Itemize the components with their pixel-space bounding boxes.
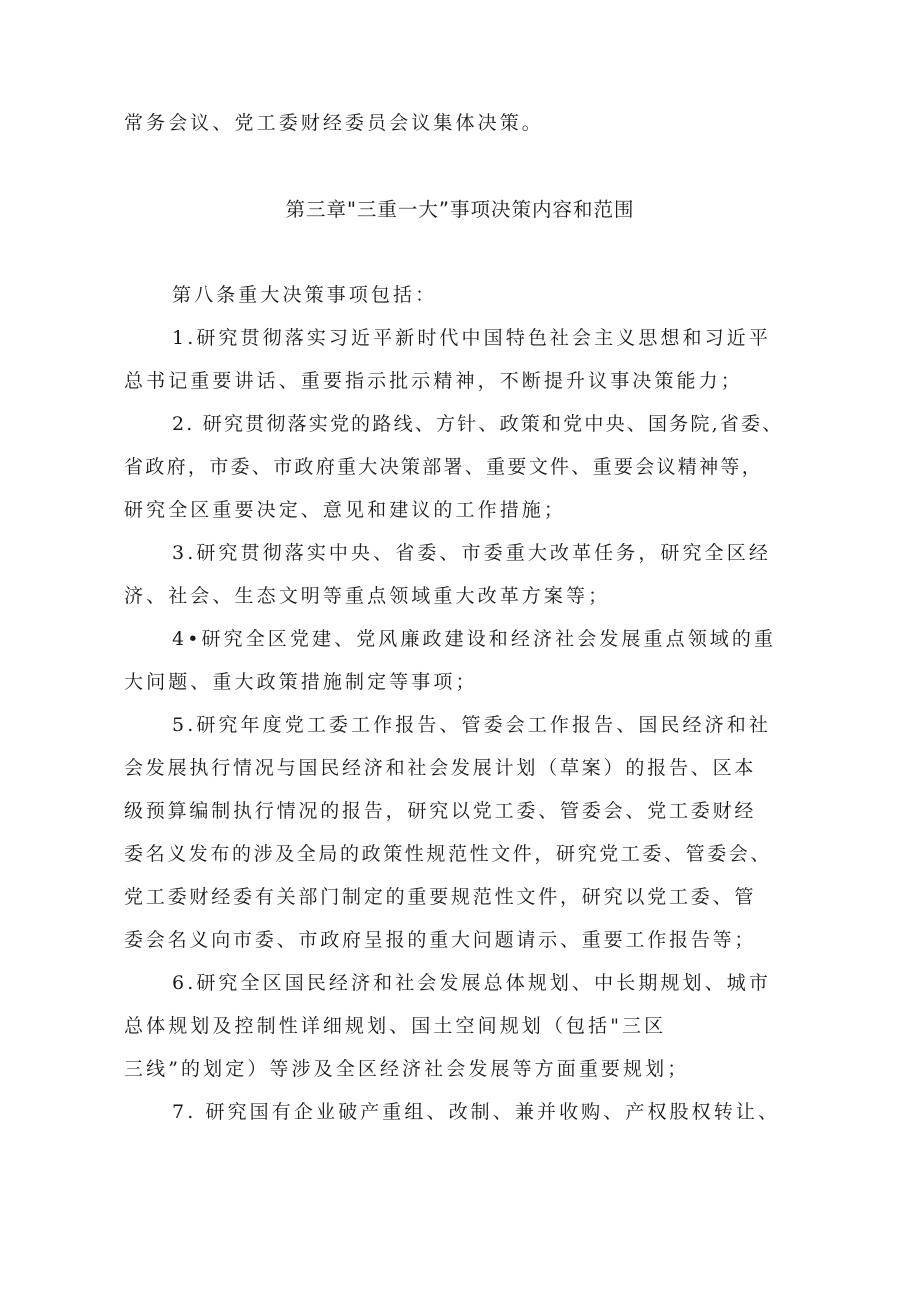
paragraph-line: 4•研究全区党建、党风廉政建设和经济社会发展重点领域的重 — [172, 628, 777, 650]
paragraph-line: 三线”的划定）等涉及全区经济社会发展等方面重要规划； — [124, 1058, 690, 1080]
paragraph-line: 6.研究全区国民经济和社会发展总体规划、中长期规划、城市 — [172, 972, 771, 994]
paragraph-line: 委名义发布的涉及全局的政策性规范性文件，研究党工委、管委会、 — [124, 843, 773, 865]
paragraph-line: 济、社会、生态文明等重点领域重大改革方案等； — [124, 585, 611, 607]
paragraph-line: 会发展执行情况与国民经济和社会发展计划（草案）的报告、区本 — [124, 757, 757, 779]
paragraph-line: 省政府，市委、市政府重大决策部署、重要文件、重要会议精神等， — [124, 456, 764, 478]
paragraph-line: 委会名义向市委、市政府呈报的重大问题请示、重要工作报告等； — [124, 929, 757, 951]
paragraph-line: 总体规划及控制性详细规划、国土空间规划（包括"三区 — [124, 1015, 667, 1037]
chapter-title: 第三章"三重一大”事项决策内容和范围 — [285, 198, 635, 221]
paragraph-line: 1.研究贯彻落实习近平新时代中国特色社会主义思想和习近平 — [172, 327, 771, 349]
paragraph-line: 党工委财经委有关部门制定的重要规范性文件，研究以党工委、管 — [124, 886, 757, 908]
paragraph-line: 级预算编制执行情况的报告，研究以党工委、管委会、党工委财经 — [124, 800, 757, 822]
paragraph-line: 3.研究贯彻落实中央、省委、市委重大改革任务，研究全区经 — [172, 542, 771, 564]
paragraph-line: 7. 研究国有企业破产重组、改制、兼并收购、产权股权转让、 — [172, 1101, 781, 1123]
paragraph-line: 5.研究年度党工委工作报告、管委会工作报告、国民经济和社 — [172, 714, 771, 736]
paragraph-line: 总书记重要讲话、重要指示批示精神，不断提升议事决策能力； — [124, 370, 743, 392]
paragraph-line: 2. 研究贯彻落实党的路线、方针、政策和党中央、国务院,省委、 — [172, 413, 784, 435]
article-heading: 第八条重大决策事项包括： — [172, 284, 438, 306]
paragraph-line: 研究全区重要决定、意见和建议的工作措施； — [124, 499, 567, 521]
intro-line: 常务会议、党工委财经委员会议集体决策。 — [124, 112, 544, 134]
paragraph-line: 大问题、重大政策措施制定等事项； — [124, 671, 478, 693]
